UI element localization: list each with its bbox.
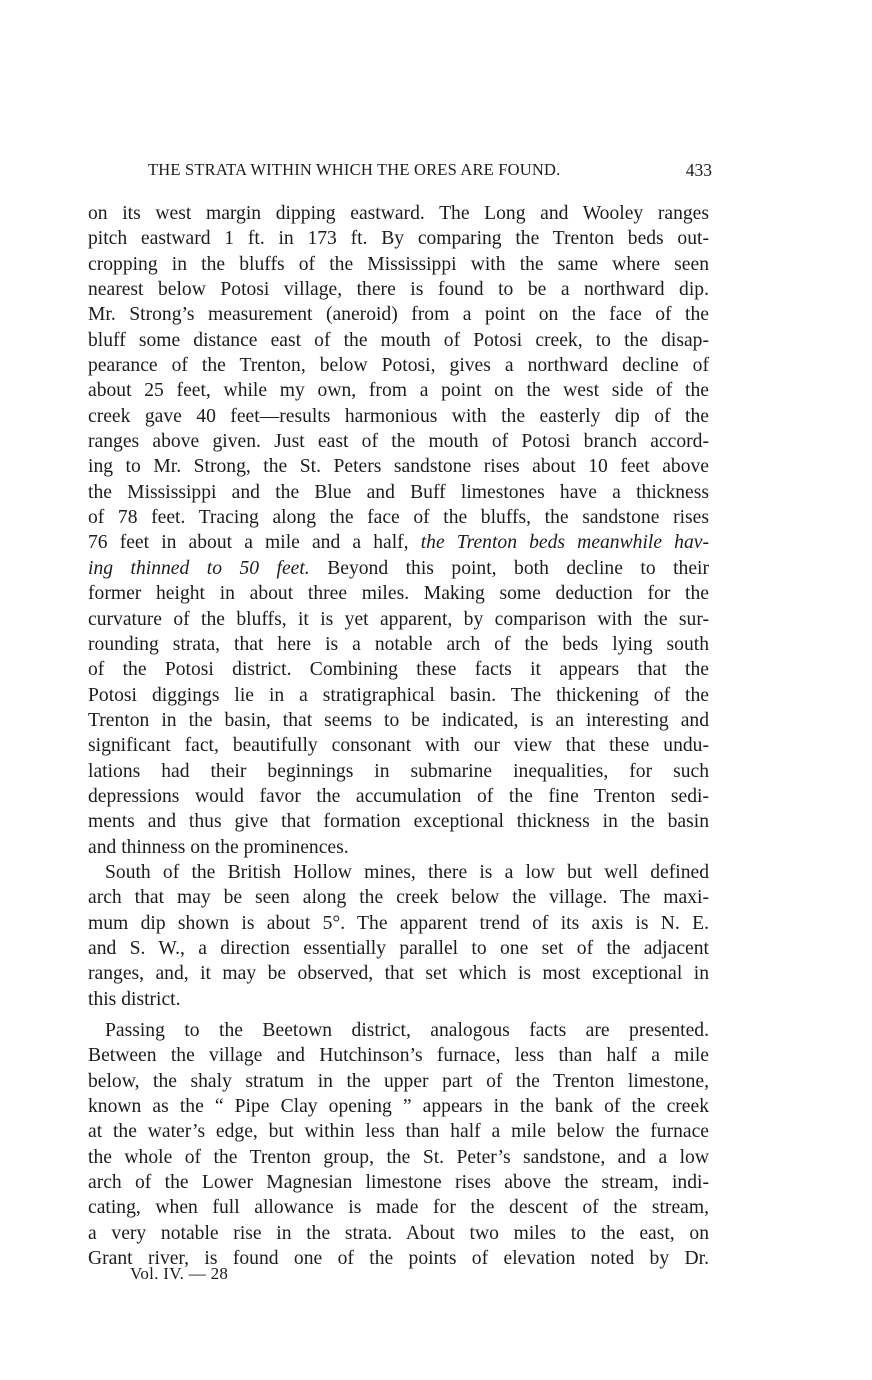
text-line: this district. xyxy=(88,988,181,1010)
text-line: mum dip shown is about 5°. The apparent trend of its axis is N. E. xyxy=(88,912,709,934)
text-line: Trenton in the basin, that seems to be indicated, is an interesting and xyxy=(88,709,709,731)
text-line: a very notable rise in the strata. About two miles to the east, on xyxy=(88,1222,709,1244)
text-line: bluff some distance east of the mouth of Potosi creek, to the disap- xyxy=(88,329,709,351)
text-line: of the Potosi district. Combining these facts it appears that the xyxy=(88,659,709,681)
text-line: of 78 feet. Tracing along the face of the bluffs, the sandstone rises xyxy=(88,507,709,529)
text-line: Mr. Strong’s measurement (aneroid) from a point on the face of the xyxy=(88,304,709,326)
text-line: and thinness on the prominences. xyxy=(88,836,349,858)
text-line: known as the “ Pipe Clay opening ” appears in the bank of the creek xyxy=(88,1096,709,1118)
text-line: Grant river, is found one of the points of elevation noted by Dr. xyxy=(88,1248,709,1270)
text-line: cropping in the bluffs of the Mississippi with the same where seen xyxy=(88,253,709,275)
text-line: arch that may be seen along the creek below the village. The maxi- xyxy=(88,887,709,909)
paragraph-2 xyxy=(88,860,709,1012)
italic-text: ing thinned to 50 feet. xyxy=(88,557,310,579)
running-head xyxy=(88,160,712,186)
text-line: curvature of the bluffs, it is yet apparent, by comparison with the sur- xyxy=(88,608,709,630)
body-text xyxy=(88,201,709,1271)
text-line-with-italic xyxy=(88,556,709,581)
text-line: the whole of the Trenton group, the St. Peter’s sandstone, and a low xyxy=(88,1146,709,1168)
text-line: at the water’s edge, but within less than half a mile below the furnace xyxy=(88,1121,709,1143)
text-line: cating, when full allowance is made for the descent of the stream, xyxy=(88,1197,709,1219)
text-segment: Beyond this point, both decline to their xyxy=(309,557,710,579)
text-line: ranges, and, it may be observed, that set which is most exceptional in xyxy=(88,963,709,985)
text-line: lations had their beginnings in submarine inequalities, for such xyxy=(88,760,709,782)
text-segment: 76 feet in about a mile and a half, xyxy=(88,532,421,554)
text-line: on its west margin dipping eastward. The Long and Wooley ranges xyxy=(88,203,709,224)
page-number: 433 xyxy=(685,160,712,180)
paragraph-1 xyxy=(88,201,709,860)
text-line: depressions would favor the accumulation of the fine Trenton sedi- xyxy=(88,785,709,807)
paragraph-3 xyxy=(88,1018,709,1271)
text-line: creek gave 40 feet—results harmonious with the easterly dip of the xyxy=(88,405,709,427)
text-line: Passing to the Beetown district, analogous facts are presented. xyxy=(105,1020,709,1041)
running-title: THE STRATA WITHIN WHICH THE ORES ARE FOUND. xyxy=(148,160,561,179)
text-line: rounding strata, that here is a notable arch of the beds lying south xyxy=(88,633,709,655)
text-line: about 25 feet, while my own, from a point on the west side of the xyxy=(88,380,709,402)
text-line: below, the shaly stratum in the upper part of the Trenton limestone, xyxy=(88,1070,709,1092)
text-line: former height in about three miles. Making some deduction for the xyxy=(88,583,709,605)
text-line: ing to Mr. Strong, the St. Peters sandstone rises about 10 feet above xyxy=(88,456,709,478)
text-line: Potosi diggings lie in a stratigraphical basin. The thickening of the xyxy=(88,684,709,706)
signature-mark: Vol. IV. — 28 xyxy=(130,1264,229,1283)
text-line: and S. W., a direction essentially parallel to one set of the adjacent xyxy=(88,937,709,959)
text-line: significant fact, beautifully consonant with our view that these undu- xyxy=(88,735,709,757)
italic-text: the Trenton beds meanwhile hav- xyxy=(420,532,709,554)
text-line: nearest below Potosi village, there is found to be a northward dip. xyxy=(88,279,709,301)
text-line: ments and thus give that formation exceptional thickness in the basin xyxy=(88,811,709,833)
text-line: pearance of the Trenton, below Potosi, gives a northward decline of xyxy=(88,355,709,377)
text-line: arch of the Lower Magnesian limestone rises above the stream, indi- xyxy=(88,1172,709,1194)
text-line: South of the British Hollow mines, there is a low but well defined xyxy=(105,861,709,883)
text-line: ranges above given. Just east of the mouth of Potosi branch accord- xyxy=(88,431,709,453)
text-line: Between the village and Hutchinson’s furnace, less than half a mile xyxy=(88,1045,709,1067)
text-line-with-italic xyxy=(88,530,709,555)
text-line: the Mississippi and the Blue and Buff limestones have a thickness xyxy=(88,481,709,503)
text-line: pitch eastward 1 ft. in 173 ft. By comparing the Trenton beds out- xyxy=(88,228,709,250)
